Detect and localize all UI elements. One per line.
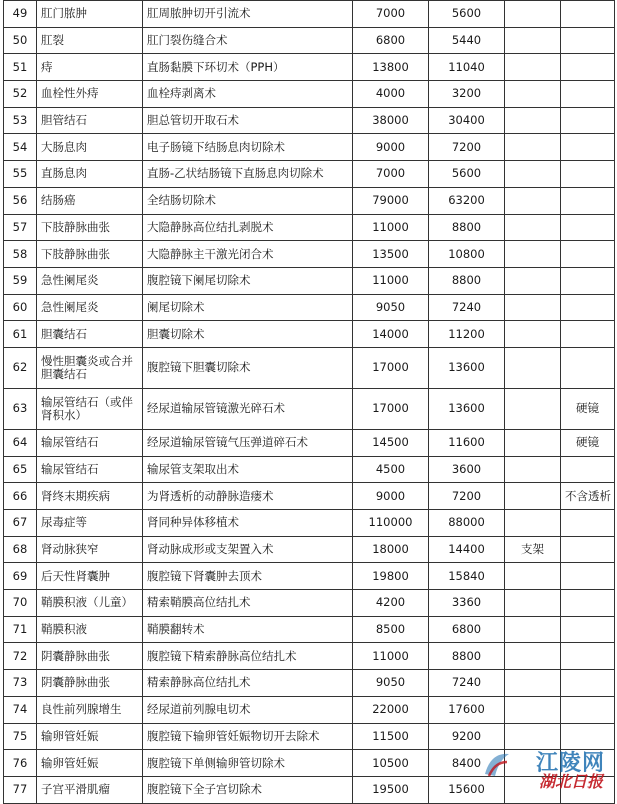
price-standard: 7000 xyxy=(353,161,429,188)
price-discounted: 9200 xyxy=(429,723,505,750)
price-table-body xyxy=(4,1,615,804)
disease-name: 输卵管妊娠 xyxy=(37,750,143,777)
table-row xyxy=(4,107,615,134)
procedure-name: 电子肠镜下结肠息肉切除术 xyxy=(143,134,353,161)
note-remark xyxy=(561,27,615,54)
note-device xyxy=(505,347,561,388)
note-remark xyxy=(561,456,615,483)
note-remark xyxy=(561,643,615,670)
procedure-name: 腹腔镜下单侧输卵管切除术 xyxy=(143,750,353,777)
price-discounted: 63200 xyxy=(429,187,505,214)
note-device xyxy=(505,27,561,54)
price-discounted: 8800 xyxy=(429,214,505,241)
price-standard: 79000 xyxy=(353,187,429,214)
table-row xyxy=(4,536,615,563)
procedure-name: 腹腔镜下阑尾切除术 xyxy=(143,267,353,294)
price-discounted: 3200 xyxy=(429,81,505,108)
row-number: 63 xyxy=(4,388,37,429)
procedure-name: 肛门裂伤缝合术 xyxy=(143,27,353,54)
table-row xyxy=(4,456,615,483)
price-standard: 9000 xyxy=(353,134,429,161)
price-standard: 110000 xyxy=(353,510,429,537)
procedure-name: 全结肠切除术 xyxy=(143,187,353,214)
price-discounted: 7200 xyxy=(429,483,505,510)
note-device xyxy=(505,107,561,134)
note-device xyxy=(505,321,561,348)
row-number: 54 xyxy=(4,134,37,161)
row-number: 69 xyxy=(4,563,37,590)
disease-name: 下肢静脉曲张 xyxy=(37,241,143,268)
price-discounted: 5440 xyxy=(429,27,505,54)
table-row xyxy=(4,1,615,28)
price-standard: 17000 xyxy=(353,388,429,429)
procedure-name: 腹腔镜下精索静脉高位结扎术 xyxy=(143,643,353,670)
row-number: 66 xyxy=(4,483,37,510)
procedure-name: 肾动脉成形或支架置入术 xyxy=(143,536,353,563)
disease-name: 阴囊静脉曲张 xyxy=(37,670,143,697)
price-discounted: 6800 xyxy=(429,616,505,643)
procedure-name: 大隐静脉主干激光闭合术 xyxy=(143,241,353,268)
watermark xyxy=(481,742,611,794)
row-number: 57 xyxy=(4,214,37,241)
price-discounted: 11040 xyxy=(429,54,505,81)
note-device xyxy=(505,429,561,456)
note-device xyxy=(505,563,561,590)
watermark-publisher: 湖北日报 xyxy=(538,772,603,791)
row-number: 59 xyxy=(4,267,37,294)
price-discounted: 11600 xyxy=(429,429,505,456)
price-standard: 4500 xyxy=(353,456,429,483)
procedure-name: 精索鞘膜高位结扎术 xyxy=(143,590,353,617)
note-remark: 硬镜 xyxy=(561,388,615,429)
procedure-name: 腹腔镜下全子宫切除术 xyxy=(143,776,353,803)
table-row xyxy=(4,696,615,723)
disease-name: 尿毒症等 xyxy=(37,510,143,537)
note-device xyxy=(505,267,561,294)
row-number: 50 xyxy=(4,27,37,54)
note-device xyxy=(505,1,561,28)
table-row xyxy=(4,388,615,429)
procedure-name: 阑尾切除术 xyxy=(143,294,353,321)
price-standard: 7000 xyxy=(353,1,429,28)
row-number: 76 xyxy=(4,750,37,777)
price-discounted: 13600 xyxy=(429,347,505,388)
row-number: 71 xyxy=(4,616,37,643)
table-row xyxy=(4,483,615,510)
row-number: 52 xyxy=(4,81,37,108)
disease-name: 输尿管结石 xyxy=(37,429,143,456)
row-number: 55 xyxy=(4,161,37,188)
table-row xyxy=(4,643,615,670)
row-number: 49 xyxy=(4,1,37,28)
row-number: 73 xyxy=(4,670,37,697)
disease-name: 肛裂 xyxy=(37,27,143,54)
procedure-name: 胆囊切除术 xyxy=(143,321,353,348)
price-standard: 11000 xyxy=(353,214,429,241)
note-remark xyxy=(561,616,615,643)
note-device xyxy=(505,616,561,643)
disease-name: 直肠息肉 xyxy=(37,161,143,188)
note-remark xyxy=(561,294,615,321)
table-row xyxy=(4,347,615,388)
price-discounted: 7240 xyxy=(429,294,505,321)
note-remark xyxy=(561,696,615,723)
disease-name: 肛门脓肿 xyxy=(37,1,143,28)
note-remark xyxy=(561,214,615,241)
disease-name: 肾动脉狭窄 xyxy=(37,536,143,563)
row-number: 61 xyxy=(4,321,37,348)
disease-name: 输尿管结石 xyxy=(37,456,143,483)
price-discounted: 15600 xyxy=(429,776,505,803)
disease-name: 胆管结石 xyxy=(37,107,143,134)
price-discounted: 17600 xyxy=(429,696,505,723)
note-remark xyxy=(561,670,615,697)
row-number: 74 xyxy=(4,696,37,723)
disease-name: 急性阑尾炎 xyxy=(37,294,143,321)
note-remark xyxy=(561,267,615,294)
row-number: 65 xyxy=(4,456,37,483)
procedure-name: 血栓痔剥离术 xyxy=(143,81,353,108)
price-discounted: 13600 xyxy=(429,388,505,429)
procedure-name: 大隐静脉高位结扎剥脱术 xyxy=(143,214,353,241)
procedure-name: 直肠黏膜下环切术（PPH） xyxy=(143,54,353,81)
procedure-name: 肾同种异体移植术 xyxy=(143,510,353,537)
row-number: 64 xyxy=(4,429,37,456)
price-discounted: 5600 xyxy=(429,1,505,28)
procedure-name: 腹腔镜下肾囊肿去顶术 xyxy=(143,563,353,590)
table-row xyxy=(4,27,615,54)
price-standard: 11000 xyxy=(353,267,429,294)
table-row xyxy=(4,294,615,321)
disease-name: 子宫平滑肌瘤 xyxy=(37,776,143,803)
table-row xyxy=(4,616,615,643)
row-number: 70 xyxy=(4,590,37,617)
note-remark: 硬镜 xyxy=(561,429,615,456)
note-device xyxy=(505,483,561,510)
row-number: 67 xyxy=(4,510,37,537)
price-discounted: 8800 xyxy=(429,267,505,294)
note-device xyxy=(505,643,561,670)
procedure-name: 胆总管切开取石术 xyxy=(143,107,353,134)
price-discounted: 5600 xyxy=(429,161,505,188)
price-standard: 18000 xyxy=(353,536,429,563)
procedure-name: 经尿道输尿管镜气压弹道碎石术 xyxy=(143,429,353,456)
row-number: 77 xyxy=(4,776,37,803)
price-discounted: 88000 xyxy=(429,510,505,537)
disease-name: 痔 xyxy=(37,54,143,81)
disease-name: 急性阑尾炎 xyxy=(37,267,143,294)
note-device: 支架 xyxy=(505,536,561,563)
disease-name: 血栓性外痔 xyxy=(37,81,143,108)
note-remark xyxy=(561,134,615,161)
note-device xyxy=(505,214,561,241)
table-row xyxy=(4,670,615,697)
price-discounted: 10800 xyxy=(429,241,505,268)
note-remark xyxy=(561,1,615,28)
price-standard: 13500 xyxy=(353,241,429,268)
note-remark xyxy=(561,590,615,617)
watermark-site-name: 江陵网 xyxy=(535,751,605,776)
note-remark xyxy=(561,81,615,108)
price-discounted: 30400 xyxy=(429,107,505,134)
note-device xyxy=(505,456,561,483)
price-discounted: 3600 xyxy=(429,456,505,483)
disease-name: 鞘膜积液 xyxy=(37,616,143,643)
disease-name: 慢性胆囊炎或合并胆囊结石 xyxy=(37,347,143,388)
disease-name: 输卵管妊娠 xyxy=(37,723,143,750)
table-row xyxy=(4,429,615,456)
price-standard: 14000 xyxy=(353,321,429,348)
price-standard: 6800 xyxy=(353,27,429,54)
note-remark: 不含透析 xyxy=(561,483,615,510)
price-discounted: 14400 xyxy=(429,536,505,563)
price-discounted: 8800 xyxy=(429,643,505,670)
table-row xyxy=(4,563,615,590)
note-device xyxy=(505,187,561,214)
table-row xyxy=(4,510,615,537)
note-device xyxy=(505,81,561,108)
price-standard: 19800 xyxy=(353,563,429,590)
disease-name: 鞘膜积液（儿童） xyxy=(37,590,143,617)
note-device xyxy=(505,510,561,537)
price-standard: 9050 xyxy=(353,670,429,697)
row-number: 72 xyxy=(4,643,37,670)
disease-name: 后天性肾囊肿 xyxy=(37,563,143,590)
price-standard: 4000 xyxy=(353,81,429,108)
procedure-name: 直肠-乙状结肠镜下直肠息肉切除术 xyxy=(143,161,353,188)
price-standard: 10500 xyxy=(353,750,429,777)
disease-name: 肾终末期疾病 xyxy=(37,483,143,510)
note-remark xyxy=(561,347,615,388)
price-discounted: 3360 xyxy=(429,590,505,617)
disease-name: 结肠癌 xyxy=(37,187,143,214)
table-row xyxy=(4,134,615,161)
note-remark xyxy=(561,563,615,590)
note-device xyxy=(505,670,561,697)
row-number: 56 xyxy=(4,187,37,214)
price-standard: 19500 xyxy=(353,776,429,803)
price-discounted: 7240 xyxy=(429,670,505,697)
procedure-name: 经尿道输尿管镜激光碎石术 xyxy=(143,388,353,429)
procedure-name: 腹腔镜下胆囊切除术 xyxy=(143,347,353,388)
note-remark xyxy=(561,187,615,214)
price-standard: 9050 xyxy=(353,294,429,321)
price-table xyxy=(3,0,615,804)
note-remark xyxy=(561,241,615,268)
disease-name: 大肠息肉 xyxy=(37,134,143,161)
table-row xyxy=(4,187,615,214)
procedure-name: 输尿管支架取出术 xyxy=(143,456,353,483)
price-discounted: 8400 xyxy=(429,750,505,777)
price-standard: 14500 xyxy=(353,429,429,456)
procedure-name: 精索静脉高位结扎术 xyxy=(143,670,353,697)
note-device xyxy=(505,696,561,723)
row-number: 62 xyxy=(4,347,37,388)
note-remark xyxy=(561,161,615,188)
note-remark xyxy=(561,321,615,348)
price-discounted: 11200 xyxy=(429,321,505,348)
note-remark xyxy=(561,536,615,563)
note-device xyxy=(505,134,561,161)
table-row xyxy=(4,241,615,268)
table-row xyxy=(4,54,615,81)
note-remark xyxy=(561,54,615,81)
row-number: 53 xyxy=(4,107,37,134)
price-standard: 9000 xyxy=(353,483,429,510)
note-device xyxy=(505,161,561,188)
row-number: 75 xyxy=(4,723,37,750)
procedure-name: 腹腔镜下输卵管妊娠物切开去除术 xyxy=(143,723,353,750)
row-number: 51 xyxy=(4,54,37,81)
note-device xyxy=(505,388,561,429)
note-device xyxy=(505,590,561,617)
disease-name: 胆囊结石 xyxy=(37,321,143,348)
disease-name: 良性前列腺增生 xyxy=(37,696,143,723)
table-row xyxy=(4,267,615,294)
price-standard: 11000 xyxy=(353,643,429,670)
row-number: 68 xyxy=(4,536,37,563)
price-standard: 8500 xyxy=(353,616,429,643)
procedure-name: 经尿道前列腺电切术 xyxy=(143,696,353,723)
table-row xyxy=(4,321,615,348)
table-row xyxy=(4,81,615,108)
note-device xyxy=(505,54,561,81)
price-standard: 22000 xyxy=(353,696,429,723)
procedure-name: 为肾透析的动静脉造瘘术 xyxy=(143,483,353,510)
disease-name: 阴囊静脉曲张 xyxy=(37,643,143,670)
note-device xyxy=(505,294,561,321)
price-standard: 38000 xyxy=(353,107,429,134)
price-discounted: 15840 xyxy=(429,563,505,590)
disease-name: 输尿管结石（或伴肾积水） xyxy=(37,388,143,429)
row-number: 60 xyxy=(4,294,37,321)
row-number: 58 xyxy=(4,241,37,268)
price-standard: 11500 xyxy=(353,723,429,750)
table-row xyxy=(4,590,615,617)
disease-name: 下肢静脉曲张 xyxy=(37,214,143,241)
procedure-name: 鞘膜翻转术 xyxy=(143,616,353,643)
note-device xyxy=(505,241,561,268)
procedure-name: 肛周脓肿切开引流术 xyxy=(143,1,353,28)
table-row xyxy=(4,161,615,188)
table-row xyxy=(4,214,615,241)
price-discounted: 7200 xyxy=(429,134,505,161)
note-remark xyxy=(561,510,615,537)
price-standard: 13800 xyxy=(353,54,429,81)
price-standard: 4200 xyxy=(353,590,429,617)
price-standard: 17000 xyxy=(353,347,429,388)
note-remark xyxy=(561,107,615,134)
jiangling-logo-icon xyxy=(481,748,513,780)
